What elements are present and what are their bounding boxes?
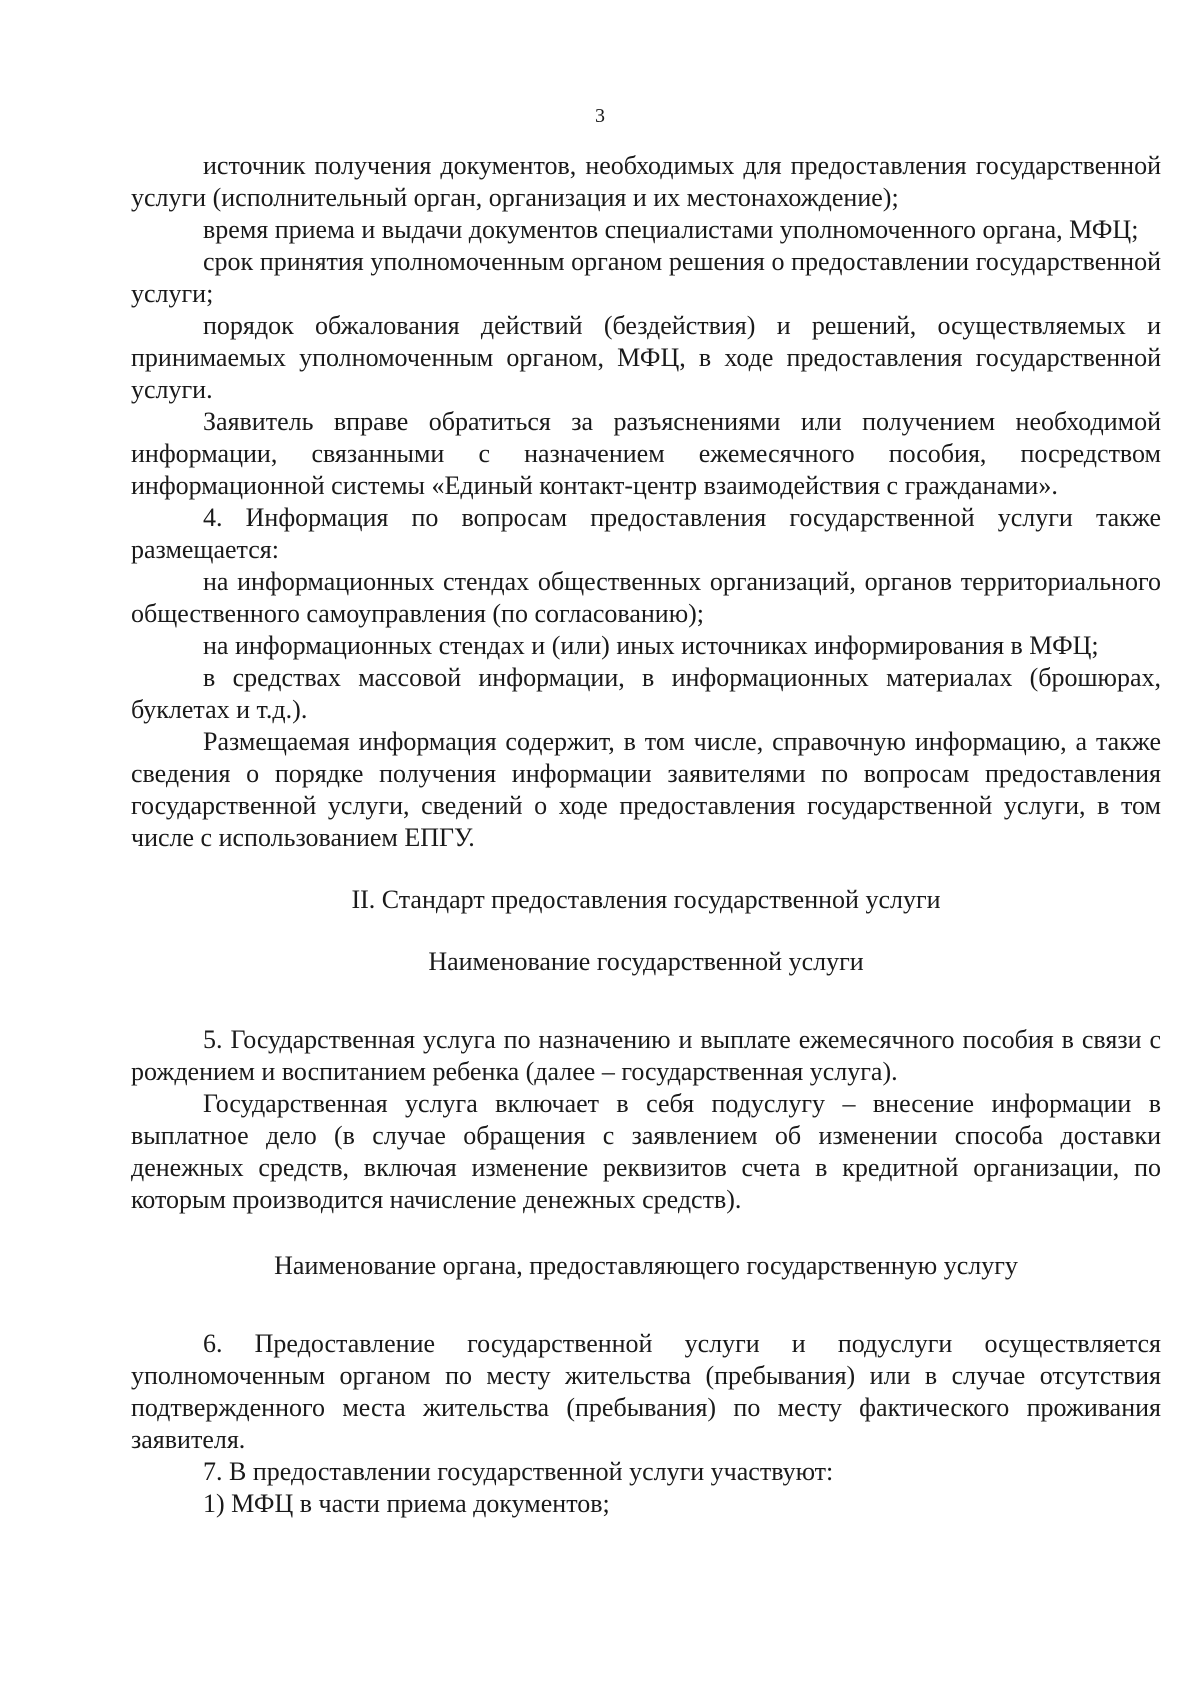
section-heading: II. Стандарт предоставления государственной услуги — [351, 885, 941, 914]
subheading-authority-name: Наименование органа, предоставляющего государственную услугу — [274, 1251, 1018, 1280]
paragraph-subservice: Государственная услуга включает в себя подуслугу – внесение информации в выплатное дело (в случае обращения с заявлением об изменении способа доставки денежных средств, включая изменение реквизитов счета в кредитной организации, по которым производится начисление денежных средств). — [131, 1089, 1161, 1214]
paragraph-document-sources: источник получения документов, необходимых для предоставления государственной услуги (исполнительный орган, организация и их местонахождение); — [131, 151, 1161, 212]
paragraph-contact-center: Заявитель вправе обратиться за разъяснениями или получением необходимой информации, связанными с назначением ежемесячного пособия, посредством информационной системы «Единый контакт-центр взаимодействия с гражданами». — [131, 407, 1161, 500]
paragraph-item-5: 5. Государственная услуга по назначению и выплате ежемесячного пособия в связи с рождением и воспитанием ребенка (далее – государственная услуга). — [131, 1025, 1161, 1086]
spacer — [131, 854, 1161, 884]
spacer — [131, 916, 1161, 946]
paragraph-mfc-stands: на информационных стендах и (или) иных источниках информирования в МФЦ; — [203, 631, 1099, 660]
document-body — [131, 150, 1161, 1520]
paragraph-item-4: 4. Информация по вопросам предоставления государственной услуги также размещается: — [131, 503, 1161, 564]
paragraph-posted-information: Размещаемая информация содержит, в том числе, справочную информацию, а также сведения о порядке получения информации заявителями по вопросам предоставления государственной услуги, сведений о ходе предоставления государственной услуги, в том числе с использованием ЕПГУ. — [131, 727, 1161, 852]
spacer — [131, 1216, 1161, 1250]
paragraph-public-organizations: на информационных стендах общественных организаций, органов территориального общественного самоуправления (по согласованию); — [131, 567, 1161, 628]
spacer — [131, 978, 1161, 1024]
page-number: 3 — [595, 105, 605, 127]
paragraph-appeal-procedure: порядок обжалования действий (бездействия) и решений, осуществляемых и принимаемых уполномоченным органом, МФЦ, в ходе предоставления государственной услуги. — [131, 311, 1161, 404]
subheading-service-name: Наименование государственной услуги — [428, 947, 864, 976]
paragraph-mass-media: в средствах массовой информации, в информационных материалах (брошюрах, буклетах и т.д.). — [131, 663, 1161, 724]
paragraph-item-6: 6. Предоставление государственной услуги и подуслуги осуществляется уполномоченным органом по месту жительства (пребывания) или в случае отсутствия подтвержденного места жительства (пребывания) по месту фактического проживания заявителя. — [131, 1329, 1161, 1454]
paragraph-item-7-1: 1) МФЦ в части приема документов; — [203, 1489, 610, 1518]
paragraph-item-7: 7. В предоставлении государственной услуги участвуют: — [203, 1457, 834, 1486]
paragraph-reception-time: время приема и выдачи документов специалистами уполномоченного органа, МФЦ; — [203, 215, 1139, 244]
spacer — [131, 1282, 1161, 1328]
paragraph-decision-term: срок принятия уполномоченным органом решения о предоставлении государственной услуги; — [131, 247, 1161, 308]
